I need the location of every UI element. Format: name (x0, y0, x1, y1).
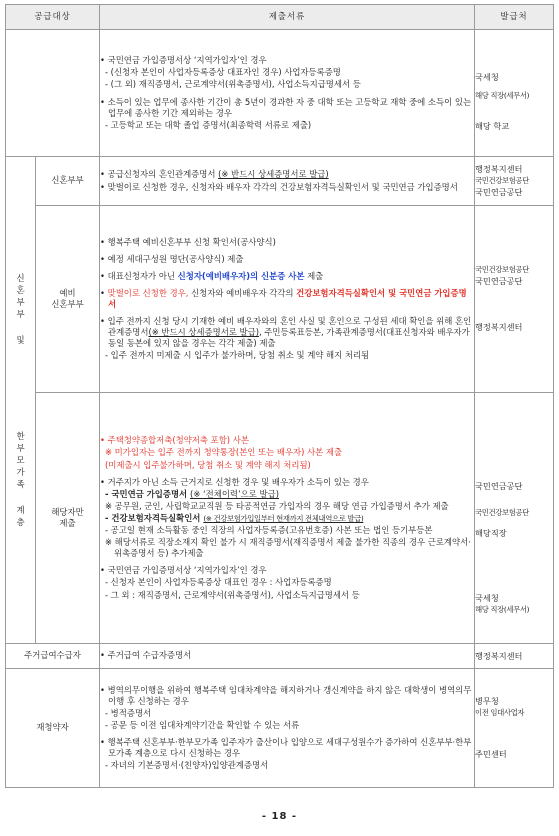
issuer-cell: 행정복지센터 (475, 644, 554, 669)
header-supply-target: 공급대상 (6, 5, 100, 30)
bullet-item: • 국민연금 가입증명서상 ‘지역가입자’인 경우 (100, 55, 267, 66)
note-item: ※ 해당서류로 직장소재지 확인 불가 시 재직증명서(재직증명서 제출 불가한 직종의 경우 근로계약서·위촉증명서 등) 추가제출 (105, 537, 471, 559)
bullet-item: • 소득이 있는 업무에 종사한 기간이 총 5년이 경과한 자 중 대학 또는 고등학교 재학 중에 소득이 있는 업무에 종사한 기간 제외하는 경우 (100, 96, 472, 118)
issuer-cell: 병무청 이전 임대사업자 주민센터 (475, 669, 554, 788)
note-item: ※ 미가입자는 입주 전까지 청약통장(본인 또는 배우자) 사본 제출 (105, 447, 343, 458)
bullet-item: • 대표신청자가 아닌 신청자(예비배우자)의 신분증 사본 제출 (100, 270, 324, 281)
bullet-item: • 주거급여 수급자증명서 (100, 650, 192, 661)
documents-cell (100, 669, 475, 788)
sub-item: - 건강보험자격득실확인서 (※ 건강보험가입일부터 현재까지 전체내역으로 발급) (105, 512, 364, 523)
label-pre-newlywed: 예비 신혼부부 (36, 206, 100, 393)
table-row (6, 644, 554, 669)
sub-item: - (신청자 본인이 사업자등록증상 대표자인 경우) 사업자등록증명 (105, 67, 341, 78)
sub-item: - (그 외) 재직증명서, 근로계약서(위촉증명서), 사업소득지급명세서 등 (105, 79, 361, 90)
documents-cell (100, 206, 475, 393)
bullet-item: • 병역의무이행을 위하여 행복주택 임대차계약을 해지하거나 갱신계약을 하지 않은 대학생이 병역의무이행 후 신청하는 경우 (100, 684, 472, 706)
issuer-cell: 국세청 해당 직장(세무서) 해당 학교 (475, 30, 554, 157)
bullet-item: • 맞벌이로 신청한 경우, 신청자와 배우자 각각의 건강보험자격득실확인서 및 국민연금 가입증명서 (100, 181, 458, 192)
table-row (6, 157, 554, 206)
bullet-item: • 주택청약종합저축(청약저축 포함) 사본 (100, 435, 249, 446)
bullet-item: • 국민연금 가입증명서상 ‘지역가입자’인 경우 (100, 565, 267, 576)
issuer-cell: 국민연금공단 국민건강보험공단 해당직장 국세청 해당 직장(세무서) (475, 393, 554, 644)
note-item: ※ 공무원, 군인, 사립학교교직원 등 타공적연금 가입자의 경우 해당 연금 가입증명서 추가 제출 (105, 500, 449, 511)
bullet-item: • 맞벌이로 신청한 경우, 신청자와 예비배우자 각각의 건강보험자격득실확인서 및 국민연금 가입증명서 (100, 287, 467, 309)
label-newlywed: 신혼부부 (36, 157, 100, 206)
sub-item: - 국민연금 가입증명서 (※ ‘전체이력’으로 발급) (105, 488, 279, 499)
target-cell-empty (6, 30, 100, 157)
table-row (6, 206, 554, 393)
documents-cell (100, 30, 475, 157)
issuer-cell: 국민건강보험공단 국민연금공단 행정복지센터 (475, 206, 554, 393)
sub-item: - 고등학교 또는 대학 졸업 증명서(최종학력 서류로 제출) (105, 119, 312, 130)
bullet-item: • 거주지가 아닌 소득 근거지로 신청한 경우 및 배우자가 소득이 있는 경우 (100, 476, 369, 487)
documents-cell (100, 644, 475, 669)
sub-item: - 신청자 본인이 사업자등록증상 대표인 경우 : 사업자등록증명 (105, 577, 332, 588)
bullet-item: • 행복주택 예비신혼부부 신청 확인서(공사양식) (100, 236, 276, 247)
bullet-item: • 행복주택 신혼부부·한부모가족 입주자가 출산이나 입양으로 세대구성원수가 증가하여 신혼부부·한부모가족 계층으로 다시 신청하는 경우 (100, 737, 472, 759)
sub-item: - 입주 전까지 미제출 시 입주가 불가하며, 당첨 취소 및 계약 해지 처리됨 (105, 350, 370, 361)
sub-item: - 공고일 현재 소득활동 중인 직장의 사업자등록증(고유번호증) 사본 또는 법인 등기부등본 (105, 525, 433, 536)
documents-cell (100, 393, 475, 644)
sub-item: - 병적증명서 (105, 707, 152, 718)
sub-item: - 그 외 : 재직증명서, 근로계약서(위촉증명서), 사업소득지급명세서 등 (105, 589, 360, 600)
bullet-item: • 입주 전까지 신청 당시 기재한 예비 배우자와의 혼인 사실 및 혼인으로 구성된 세대 확인을 위해 혼인관계증명서(※ 반드시 상세증명서로 발급), 주민등록표등본, 가족관계증명서(대표신청자와 배우자가 동일 동본에 있지 않을 경우는 각각 제출) 제출 (100, 316, 472, 349)
documents-cell (100, 157, 475, 206)
document-table (5, 4, 554, 788)
bullet-item: • 공급신청자의 혼인관계증명서 (※ 반드시 상세증명서로 발급) (100, 169, 329, 180)
table-header-row (6, 5, 554, 30)
header-documents: 제출서류 (100, 5, 475, 30)
page-number: - 18 - (261, 811, 298, 822)
category-newlywed-single-parent: 신 혼 부 부 및 한 부 모 가 족 계 층 (6, 157, 36, 644)
note-item: (미제출시 입주불가하며, 당첨 취소 및 계약 해지 처리됨) (105, 459, 311, 470)
label-housing-benefit: 주거급여수급자 (6, 644, 100, 669)
issuer-cell: 행정복지센터 국민건강보험공단 국민연금공단 (475, 157, 554, 206)
sub-item: - 공문 등 이전 임대차계약기간을 확인할 수 있는 서류 (105, 719, 300, 730)
label-reapplicant: 재청약자 (6, 669, 100, 788)
table-row (6, 669, 554, 788)
label-only-if-applicable: 해당자만 제출 (36, 393, 100, 644)
table-row (6, 393, 554, 644)
bullet-item: • 예정 세대구성원 명단(공사양식) 제출 (100, 253, 244, 264)
table-row (6, 30, 554, 157)
header-issuer: 발급처 (475, 5, 554, 30)
sub-item: - 자녀의 기본증명서·(친양자)입양관계증명서 (105, 760, 269, 771)
